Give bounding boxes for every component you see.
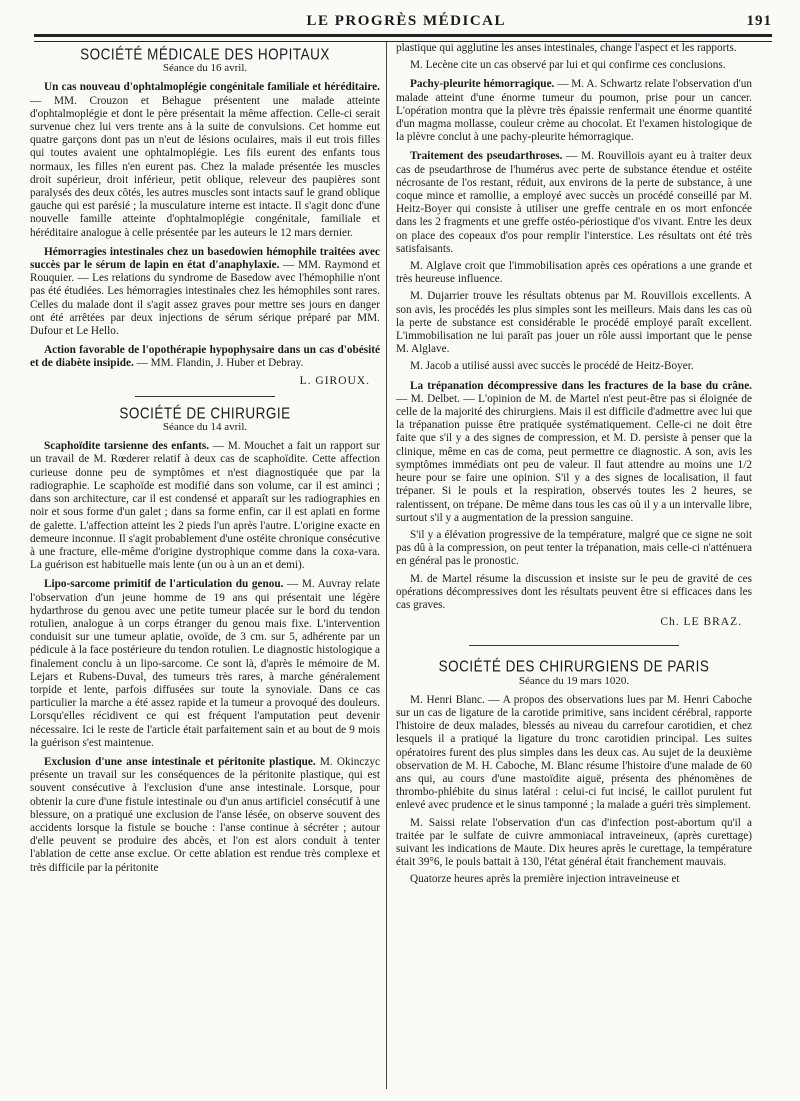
article-body: — MM. Flandin, J. Huber et Debray. [133, 357, 304, 370]
article-paragraph [30, 578, 380, 750]
article-heading: Hémorragies intestinales chez un basedowien hémophile traitées avec succès par le sérum de lapin en état d'anaphylaxie. [30, 245, 380, 272]
page-header [36, 8, 772, 30]
article-paragraph: plastique qui agglutine les anses intestinales, change l'aspect et les rapports. [396, 42, 737, 54]
article-heading: Exclusion d'une anse intestinale et péritonite plastique. [44, 755, 316, 768]
article-paragraph: M. Saissi relate l'observation d'un cas d'infection post-abortum qu'il a traitée par le sulfate de cuivre ammoniacal intraveineux, (après curettage) suivant les indications de Maute. Dix heures après le curettage, la température était 39°6, le pouls battait à 130, l'état général était franchement mauvais. [396, 816, 752, 869]
signature: Ch. LE BRAZ. [660, 616, 742, 629]
section-title: SOCIÉTÉ DE CHIRURGIE [119, 404, 291, 422]
page-number: 191 [746, 13, 772, 29]
article-heading: Un cas nouveau d'ophtalmoplégie congénitale familiale et héréditaire. [44, 81, 380, 94]
article-heading: Traitement des pseudarthroses. [410, 150, 563, 163]
article-paragraph [396, 78, 752, 144]
seance-date: Séance du 19 mars 1020. [518, 674, 630, 687]
article-paragraph: M. de Martel résume la discussion et insiste sur le peu de gravité de ces opérations décompressives dont les résultats peuvent être si efficaces dans les cas graves. [396, 572, 752, 611]
article-heading: Scaphoïdite tarsienne des enfants. [44, 440, 210, 453]
left-column [30, 42, 380, 879]
article-paragraph [30, 246, 380, 338]
section-separator [469, 645, 679, 646]
article-body: — M. Delbet. — L'opinion de M. de Martel n'est peut-être pas si éloignée de celle de la majorité des chirurgiens. Mais il est difficile d'admettre avec lui que la trépanation puisse être pratiquée systématiquement. Celle-ci ne doit être faite que s'il y a des signes de compression, et M. D. persiste à penser que la clinique, même en cas de coma, peut permettre ce diagnostic. A son, avis les symptômes immédiats ont peu de valeur. Il faut attendre au moins une 1/2 heure pour se faire une opinion. S'il y a des signes de localisation, il faut trépaner. Si le pouls et la respiration, observés toutes les 2 heures, se ralentissent, on trépane. De même dans tous les cas où il y a un intervalle libre, surtout s'il y a augmentation de la pression sanguine. [396, 392, 752, 524]
article-heading: Action favorable de l'opothérapie hypophysaire dans un cas d'obésité et de diabète insipide. [30, 344, 380, 370]
section-title: SOCIÉTÉ DES CHIRURGIENS DE PARIS [438, 658, 710, 676]
journal-title: LE PROGRÈS MÉDICAL [306, 13, 507, 29]
article-paragraph [396, 150, 752, 256]
column-divider [386, 42, 387, 1089]
article-paragraph: M. Lecène cite un cas observé par lui et qui confirme ces conclusions. [410, 59, 726, 72]
seance-date: Séance du 14 avril. [162, 421, 248, 434]
article-body: — M. Rouvillois ayant eu à traiter deux cas de pseudarthrose de l'humérus avec perte de substance étendue et ostéite nécrosante de l'os restant, réduit, aux environs de la perte de substance, à une coque mince et ramollie, a employé avec succès un procédé conseillé par M. Heitz-Boyer qui consiste à utiliser une greffe centrale en os mort enfoncée dans les 2 fragments et une greffe ostéo-périostique d'os vivant. Entre les deux on place des copeaux d'os pour remplir l'interstice. Les résultats ont été très satisfaisants. [396, 150, 753, 255]
article-heading: Lipo-sarcome primitif de l'articulation du genou. [44, 578, 284, 591]
section-separator [135, 396, 275, 397]
article-body: — M. A. Schwartz relate l'observation d'un malade atteint d'une énorme tumeur du poumon, prise pour un cancer. L'opération montra que la plèvre très épaissie renfermait une énorme quantité d'un magma mollasse, couleur crème au chocolat. Et l'examen histologique de la plèvre conclut à une pachy-pleurite hémorragique. [396, 78, 752, 144]
article-body: — MM. Crouzon et Behague présentent une malade atteinte d'ophtalmoplégie et dont le père présentait la même affection. Celle-ci serait survenue chez lui vers trente ans à la suite de convulsions. Cet homme eut quatre garçons dont pas un n'eut de lésions oculaires, mais il eut trois filles qui toutes avaient une ophtalmoplégie. Les fils eurent des enfants tous normaux, les filles n'en eurent pas. Chez la malade présentée les muscles droit supérieur, droit inférieur, petit oblique, releveur des paupières sont paralysés des deux côtés, les autres muscles sont intacts sauf le grand oblique gauche qui est parésié ; la musculature interne est intacte. Il s'agit donc d'une nouvelle famille atteinte d'ophtalmoplégie congénitale, familiale et héréditaire analogue à celle présentée par les auteurs le 12 mars dernier. [30, 94, 380, 239]
article-paragraph: M. Henri Blanc. — A propos des observations lues par M. Henri Caboche sur un cas de ligature de la carotide primitive, sans incident cérébral, rapporte l'histoire de deux malades, blessés au niveau du carrefour carotidien, et chez lesquels il a pratiqué la ligature du tronc carotidien principal. Les suites opératoires furent des plus simples dans les deux cas. Au sujet de la deuxième observation de M. H. Caboche, M. Blanc résume l'histoire d'une malade de 60 ans qui, au cours d'une mastoïdite aiguë, présenta des phénomènes de thrombo-phlébite du sinus latéral : celui-ci fut incisé, le caillot purulent fut enlevé avec prudence et le sinus tamponné ; la malade a guéri très simplement. [396, 693, 752, 812]
article-heading: La trépanation décompressive dans les fractures de la base du crâne. [410, 379, 752, 392]
article-body: M. Okinczyc présente un travail sur les conséquences de la péritonite plastique, qui est souvent consécutive à l'exclusion d'une anse intestinale. Lorsque, pour obtenir la cure d'une fistule intestinale ou d'un anus artificiel consécutif à une blessure, on a pratiqué une exclusion de l'anse lésée, on observe souvent des accidents lorsque la fistule se bouche : l'anse continue à sécréter ; autour d'elle peuvent se produire des abcès, et l'on est alors conduit à tenter l'ablation de cette anse exclue. Or cette ablation est rendue très complexe et très difficile par la péritonite [30, 755, 380, 874]
article-paragraph: S'il y a élévation progressive de la température, malgré que ce signe ne soit pas dû à la compression, on peut tenter la trépanation, mais celle-ci n'atténuera en général pas le pronostic. [396, 528, 752, 568]
article-paragraph [396, 380, 752, 525]
right-column [396, 42, 752, 891]
seance-date: Séance du 16 avril. [162, 62, 248, 75]
section-title: SOCIÉTÉ MÉDICALE DES HOPITAUX [80, 45, 330, 64]
article-body: — M. Auvray relate l'observation d'un jeune homme de 19 ans qui présentait une légère hydarthrose du genou avec une petite tumeur placée sur le bord du tendon rotulien, analogue à un corps étranger du genou mais fixe. L'intervention conduisit sur une tumeur aplatie, ovoïde, de 3 cm. sur 5, adhérente par un pédicule à la face postérieure du tendon rotulien. Le diagnostic histologique a finalement conclu à un lipo-sarcome. Ce sont là, d'après le mémoire de M. Lejars et Rubens-Duval, des tumeurs très rares, à marche généralement torpide et lente, parfois diffusées sur toute la synoviale. Dans ce cas particulier la marche a été assez rapide et la tumeur a provoqué des douleurs. Lorsqu'elles récidivent ce qui est fréquent l'amputation peut devenir nécessaire. Ici le reste de l'article était parfaitement sain et au bout de 9 mois la guérison s'est maintenue. [30, 578, 380, 749]
signature: L. GIROUX. [299, 374, 370, 387]
article-paragraph: M. Alglave croit que l'immobilisation après ces opérations a une grande et très heureuse influence. [396, 260, 752, 286]
article-paragraph [30, 440, 380, 572]
article-body: — MM. Raymond et Rouquier. — Les relations du syndrome de Basedow avec l'hémophilie n'ont pas été étudiées. Les hémorragies intestinales chez les hémophiles sont rares. Celles du malade dont il s'agit assez graves pour mettre ses jours en danger ont été arrêtées par deux injections de sérum sérique préparé par MM. Dufour et Le Hello. [30, 259, 380, 338]
article-paragraph [30, 344, 380, 370]
article-body: — M. Mouchet a fait un rapport sur un travail de M. Rœderer relatif à deux cas de scaphoïdite. Cette affection curieuse donne peu de symptômes et n'est diagnostiquée que par la radiographie. Le scaphoïde est modifié dans son volume, car il est aminci ; dans son architecture, car il est condensé et apparaît sur les radiographies en noir et sous forme d'un galet ; dans sa forme enfin, car il est aplati en forme de galette. L'affection atteint les 2 pieds l'un après l'autre. L'origine exacte en demeure inconnue. Il s'agit probablement d'une ostéite chronique consécutive à une fracture, elle-même d'origine dystrophique comme dans la coxa-vara. La guérison est habituelle mais lente (un ou à un an et demi). [30, 440, 380, 572]
article-paragraph: M. Dujarrier trouve les résultats obtenus par M. Rouvillois excellents. A son avis, les procédés les plus simples sont les meilleurs. Mais dans les cas où la perte de substance est considérable le procédé employé paraît excellent. L'immobilisation ne lui paraît pas jouer un rôle aussi important que le pense M. Alglave. [396, 290, 752, 356]
article-paragraph: M. Jacob a utilisé aussi avec succès le procédé de Heitz-Boyer. [410, 360, 694, 373]
article-paragraph [30, 81, 380, 239]
article-heading: Pachy-pleurite hémorragique. [410, 78, 555, 91]
header-rule [34, 34, 772, 42]
article-paragraph [30, 756, 380, 875]
article-paragraph: Quatorze heures après la première injection intraveineuse et [410, 873, 680, 886]
